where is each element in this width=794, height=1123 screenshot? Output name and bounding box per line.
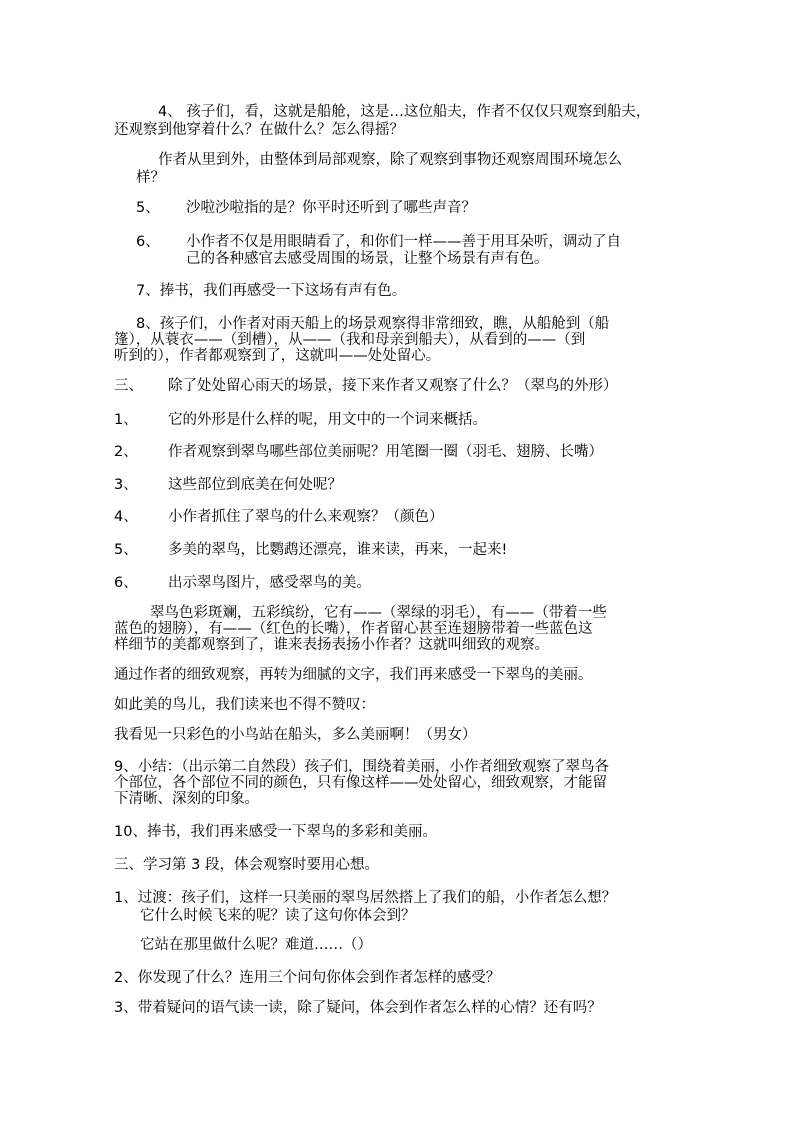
section-3-number: 三、 [114, 378, 143, 394]
para-4-line-1: 4、 孩子们，看，这就是船舱，这是…这位船夫，作者不仅仅只观察到船夫， [158, 104, 651, 120]
section-3-heading: 除了处处留心雨天的场景，接下来作者又观察了什么？（翠鸟的外形） [168, 378, 618, 394]
task-2: 2、你发现了什么？连用三个问句你体会到作者怎样的感受？ [114, 970, 501, 986]
question-1-number: 1、 [114, 412, 138, 428]
task-3: 3、带着疑问的语气读一读，除了疑问，体会到作者怎么样的心情？还有吗？ [114, 1000, 602, 1016]
task-1-line-3: 它站在那里做什么呢？难道……（） [140, 937, 372, 953]
bird-para-line-1: 翠鸟色彩斑斓，五彩缤纷，它有——（翠绿的羽毛），有——（带着一些 [150, 605, 607, 621]
question-4-text: 小作者抓住了翠鸟的什么来观察？（颜色） [168, 509, 444, 525]
i-see-line: 我看见一只彩色的小鸟站在船头，多么美丽啊！（男女） [114, 727, 477, 743]
question-2-text: 作者观察到翠鸟哪些部位美丽呢？用笔圈一圈（羽毛、翅膀、长嘴） [168, 444, 603, 460]
question-5-number: 5、 [114, 542, 138, 558]
question-3-text: 这些部位到底美在何处呢？ [168, 477, 342, 493]
question-1-text: 它的外形是什么样的呢，用文中的一个词来概括。 [168, 412, 487, 428]
question-5-text: 多美的翠鸟，比鹦鹉还漂亮，谁来读，再来，一起来! [168, 542, 508, 558]
question-2-number: 2、 [114, 444, 138, 460]
question-6-text: 出示翠鸟图片，感受翠鸟的美。 [168, 575, 371, 591]
so-beautiful-line: 如此美的鸟儿，我们读来也不得不赞叹： [114, 697, 375, 713]
observation-line-2: 样？ [136, 170, 165, 186]
para-8-line-2: 篷），从蓑衣——（到槽），从——（我和母亲到船夫），从看到的——（到 [114, 332, 586, 348]
question-3-number: 3、 [114, 477, 138, 493]
bird-para-line-2: 蓝色的翅膀），有——（红色的长嘴），作者留心甚至连翅膀带着一些蓝色这 [114, 621, 593, 637]
para-5-text: 沙啦沙啦指的是？你平时还听到了哪些声音？ [186, 200, 476, 216]
through-author-line: 通过作者的细致观察，再转为细腻的文字，我们再来感受一下翠鸟的美丽。 [114, 667, 593, 683]
para-6-number: 6、 [136, 234, 160, 250]
para-8-line-1: 8、孩子们，小作者对雨天船上的场景观察得非常细致，瞧，从船舱到（船 [136, 316, 610, 332]
para-10: 10、捧书，我们再来感受一下翠鸟的多彩和美丽。 [114, 824, 437, 840]
observation-line-1: 作者从里到外，由整体到局部观察，除了观察到事物还观察周围环境怎么 [158, 152, 622, 168]
task-1-line-1: 1、过渡：孩子们，这样一只美丽的翠鸟居然搭上了我们的船，小作者怎么想？ [114, 890, 617, 906]
bird-para-line-3: 样细节的美都观察到了，谁来表扬表扬小作者？这就叫细致的观察。 [114, 637, 549, 653]
para-9-line-3: 下清晰、深刻的印象。 [114, 791, 259, 807]
para-8-line-3: 听到的），作者都观察到了，这就叫——处处留心。 [114, 348, 441, 364]
question-6-number: 6、 [114, 575, 138, 591]
task-1-line-2: 它什么时候飞来的呢？读了这句你体会到？ [140, 908, 416, 924]
para-6-line-1: 小作者不仅是用眼睛看了，和你们一样——善于用耳朵听，调动了自 [186, 234, 621, 250]
para-9-line-2: 个部位，各个部位不同的颜色，只有像这样——处处留心，细致观察，才能留 [114, 775, 607, 791]
para-4-line-2: 还观察到他穿着什么？在做什么？怎么得摇？ [114, 122, 404, 138]
para-9-line-1: 9、小结：（出示第二自然段）孩子们，围绕着美丽，小作者细致观察了翠鸟各 [114, 759, 609, 775]
para-5-number: 5、 [136, 200, 160, 216]
para-6-line-2: 己的各种感官去感受周围的场景，让整个场景有声有色。 [186, 251, 549, 267]
question-4-number: 4、 [114, 509, 138, 525]
section-3b-heading: 三、学习第 3 段，体会观察时要用心想。 [114, 857, 379, 873]
para-7: 7、捧书，我们再感受一下这场有声有色。 [136, 283, 407, 299]
